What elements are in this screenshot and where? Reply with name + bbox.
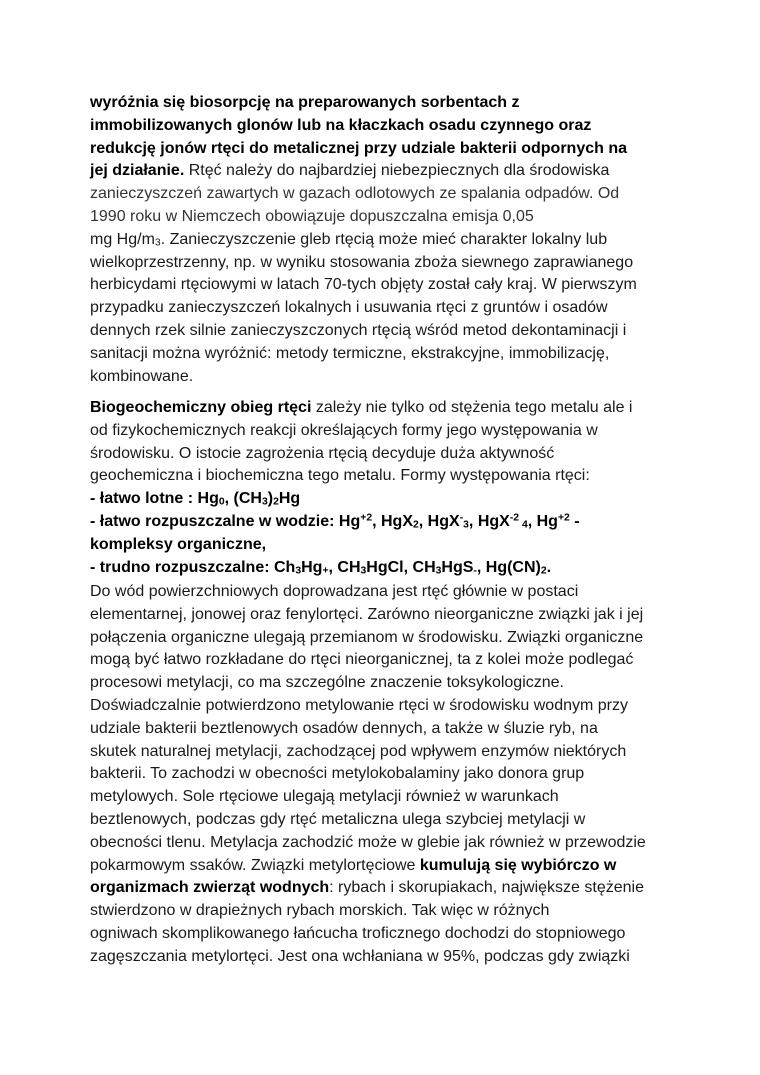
line-9: herbicydami rtęciowymi w latach 70-tych objęty został cały kraj. W pierwszym <box>90 276 637 294</box>
p3-line-14 <box>90 877 680 900</box>
p3-line-9: bakterii. To zachodzi w obecności metylokobalaminy jako donora grup <box>90 765 585 783</box>
i2p2: - <box>459 512 464 524</box>
bold-line-1: wyróżnia się biosorpcję na preparowanych sorbentach z <box>90 94 520 111</box>
form-item-soluble <box>90 511 680 534</box>
p3-line-17: zagęszczania metylortęci. Jest ona wchłaniana w 95%, podczas gdy związki <box>90 947 630 965</box>
p3-line-14-post: : rybach i skorupiakach, największe stężenie <box>329 879 644 897</box>
p2-line-1-rest: zależy nie tylko od stężenia tego metalu ale i <box>311 399 633 416</box>
i2a: - łatwo rozpuszczalne w wodzie: Hg <box>90 512 361 530</box>
form-item-volatile <box>90 488 680 511</box>
i2p1: +2 <box>360 512 373 524</box>
line-8: wielkoprzestrzenny, np. w wyniku stosowania zboża siewnego zaprawianego <box>90 253 634 271</box>
i1a: - łatwo lotne : Hg <box>90 490 219 508</box>
bold-line-2: immobilizowanych glonów lub na kłaczkach osadu czynnego oraz <box>90 116 592 134</box>
p2-line-3: środowisku. O istocie zagrożenia rtęcią decyduje duża aktywność <box>90 444 555 462</box>
i1d: Hg <box>278 490 301 508</box>
bold-line-4: jej działanie. <box>90 162 185 180</box>
i3s6: 2 <box>540 565 547 577</box>
p2-bold-lead: Biogeochemiczny obieg rtęci <box>90 399 312 416</box>
p3-line-11: beztlenowych, podczas gdy rtęć metaliczna ulega szybciej metylacji w <box>90 810 586 828</box>
i2p3: -2 <box>509 512 520 524</box>
i2s1: 2 <box>413 519 419 531</box>
p3-line-1: Do wód powierzchniowych doprowadzana jest rtęć głównie w postaci <box>90 583 579 600</box>
form-item-insoluble <box>90 557 680 580</box>
p3-line-13-bold: kumulują się wybiórczo w <box>419 856 617 874</box>
line-12: sanitacji można wyróżnić: metody termiczne, ekstrakcyjne, immobilizację, <box>90 344 610 362</box>
p3-line-14-bold: organizmach zwierząt wodnych <box>90 879 330 897</box>
line-7-pre: mg Hg/m <box>90 230 155 248</box>
i3s2: + <box>322 565 329 577</box>
p3-line-7: udziale bakterii beztlenowych osadów dennych, a także w śluzie ryb, na <box>90 719 598 737</box>
p3-line-13-pre: pokarmowym ssaków. Związki metylortęciowe <box>90 856 420 874</box>
p3-line-15: stwierdzono w drapieżnych rybach morskich. Tak więc w różnych <box>90 902 550 920</box>
i3e: HgS <box>441 558 474 576</box>
i2s3: 4 <box>519 519 528 531</box>
p3-line-16: ogniwach skomplikowanego łańcucha troficznego dochodzi do stopniowego <box>90 924 626 942</box>
i3s5: - <box>473 565 477 577</box>
p3-line-10: metylowych. Sole rtęciowe ulegają metylacji również w warunkach <box>90 788 559 806</box>
paragraph-biogeochemical-cycle <box>90 397 680 579</box>
line-10: przypadku zanieczyszczeń lokalnych i usuwania rtęci z gruntów i osadów <box>90 299 608 317</box>
i3g: . <box>546 558 552 576</box>
i2f: - <box>569 512 580 530</box>
line-7-sub: 3 <box>154 237 161 249</box>
line-7-post: . Zanieczyszczenie gleb rtęcią może mieć charakter lokalny lub <box>160 230 608 248</box>
i3f: , Hg(CN) <box>476 558 541 576</box>
i3b: Hg <box>301 558 323 576</box>
paragraph-surface-waters <box>90 581 680 969</box>
line-4 <box>90 160 680 183</box>
p3-line-5: procesowi metylacji, co ma szczególne znaczenie toksykologiczne. <box>90 674 564 692</box>
line-5: zanieczyszczeń zawartych w gazach odlotowych ze spalania odpadów. Od <box>90 185 620 203</box>
p3-line-3: połączenia organiczne ulegają przemianom w środowisku. Związki organiczne <box>90 628 644 646</box>
p3-line-13 <box>90 855 680 878</box>
i1c: ) <box>267 490 274 508</box>
p3-line-2: elementarnej, jonowej oraz fenylortęci. Zarówno nieorganiczne związki jak i jej <box>90 605 644 623</box>
p2-line-4: geochemiczna i biochemiczna tego metalu. Formy występowania rtęci: <box>90 467 590 485</box>
i3a: - trudno rozpuszczalne: Ch <box>90 558 296 576</box>
i2p4: +2 <box>557 512 570 524</box>
p3-line-8: skutek naturalnej metylacji, zachodzącej pod wpływem enzymów niektórych <box>90 742 627 760</box>
i3s3: 3 <box>360 565 367 577</box>
line-11: dennych rzek silnie zanieczyszczonych rtęcią wśród metod dekontaminacji i <box>90 321 627 339</box>
paragraph-biosorption <box>90 92 680 388</box>
i1b: , (CH <box>224 490 262 508</box>
line-4-rest: Rtęć należy do najbardziej niebezpiecznych dla środowiska <box>184 162 610 180</box>
i2s2: 3 <box>463 519 469 531</box>
p3-line-6: Doświadczalnie potwierdzono metylowanie rtęci w środowisku wodnym przy <box>90 696 628 714</box>
i1s1: 0 <box>218 496 225 508</box>
line-13: kombinowane. <box>90 367 194 385</box>
p2-line-2: od fizykochemicznych reakcji określających formy jego występowania w <box>90 421 598 439</box>
i3d: HgCl, CH <box>366 558 436 576</box>
i3c: , CH <box>328 558 361 576</box>
bold-line-3: redukcję jonów rtęci do metalicznej przy udziale bakterii odpornych na <box>90 139 628 157</box>
line-6: 1990 roku w Niemczech obowiązuje dopuszczalna emisja 0,05 <box>90 207 534 225</box>
i2e: , Hg <box>527 512 558 530</box>
i1s3: 2 <box>273 496 279 508</box>
form-item-soluble-cont: kompleksy organiczne, <box>90 535 267 553</box>
line-7 <box>90 229 680 252</box>
i3s1: 3 <box>295 565 302 577</box>
p3-line-4: mogą być łatwo rozkładane do rtęci nieorganicznej, ta z kolei może podlegać <box>90 651 634 669</box>
p3-line-12: obecności tlenu. Metylacja zachodzić może w glebie jak również w przewodzie <box>90 833 646 851</box>
i2d: , HgX <box>468 512 510 530</box>
i2b: , HgX <box>372 512 413 530</box>
p2-line-1 <box>90 397 680 420</box>
i2c: , HgX <box>418 512 460 530</box>
i1s2: 3 <box>261 496 268 508</box>
i3s4: 3 <box>435 565 442 577</box>
